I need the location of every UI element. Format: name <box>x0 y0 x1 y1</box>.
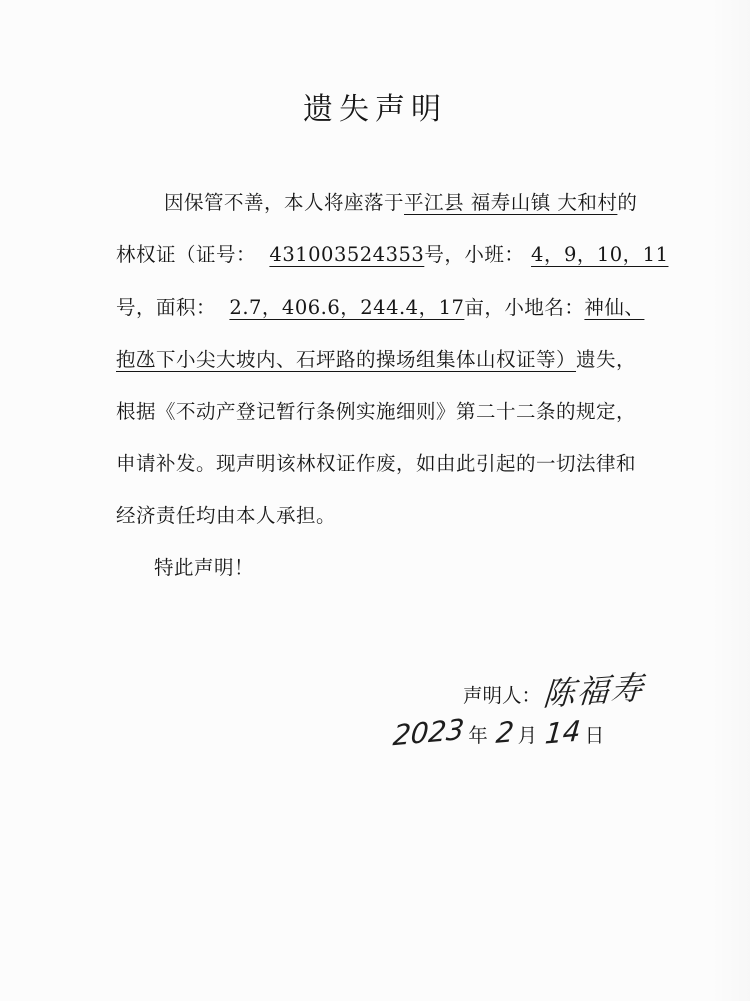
body-text: 的 <box>617 191 638 214</box>
signer-label: 声明人： <box>463 684 542 707</box>
body-text: 林权证（证号： <box>116 243 257 266</box>
month-unit: 月 <box>517 724 538 747</box>
day-unit: 日 <box>584 724 605 747</box>
body-line-3 <box>116 292 644 320</box>
document-title: 遗失声明 <box>303 92 447 127</box>
certificate-number-field: 431003524353 <box>269 243 425 266</box>
body-line-4 <box>116 344 636 372</box>
body-text: 亩，小地名： <box>464 296 585 319</box>
body-line-6: 申请补发。现声明该林权证作废，如由此引起的一切法律和 <box>116 452 637 475</box>
body-line-2 <box>116 239 668 267</box>
body-line-7: 经济责任均由本人承担。 <box>116 504 337 527</box>
handwritten-signature: 陈福寿 <box>541 668 647 714</box>
body-line-1 <box>164 187 637 215</box>
body-text: 号，面积： <box>116 296 217 319</box>
body-text: 遗失， <box>576 348 637 371</box>
year-unit: 年 <box>468 724 488 747</box>
place-name-field: 神仙、 <box>584 296 645 319</box>
body-text: 号，小班： <box>424 243 525 266</box>
subclass-field: 4，9，10，11 <box>531 243 669 266</box>
area-field: 2.7，406.6，244.4，17 <box>229 296 465 319</box>
handwritten-month: 2 <box>494 715 516 750</box>
place-name-field-continued: 抱氹下小尖大坡内、石坪路的操场组集体山权证等） <box>116 348 577 371</box>
signature-date <box>391 712 612 753</box>
location-field: 平江县 福寿山镇 大和村 <box>404 191 618 214</box>
page-edge-shade <box>710 0 750 1001</box>
handwritten-year: 2023 <box>391 712 466 753</box>
body-text: 因保管不善，本人将座落于 <box>164 191 405 214</box>
body-line-5: 根据《不动产登记暂行条例实施细则》第二十二条的规定， <box>116 400 637 423</box>
handwritten-day: 14 <box>543 714 583 751</box>
closing-line: 特此声明！ <box>154 556 255 579</box>
